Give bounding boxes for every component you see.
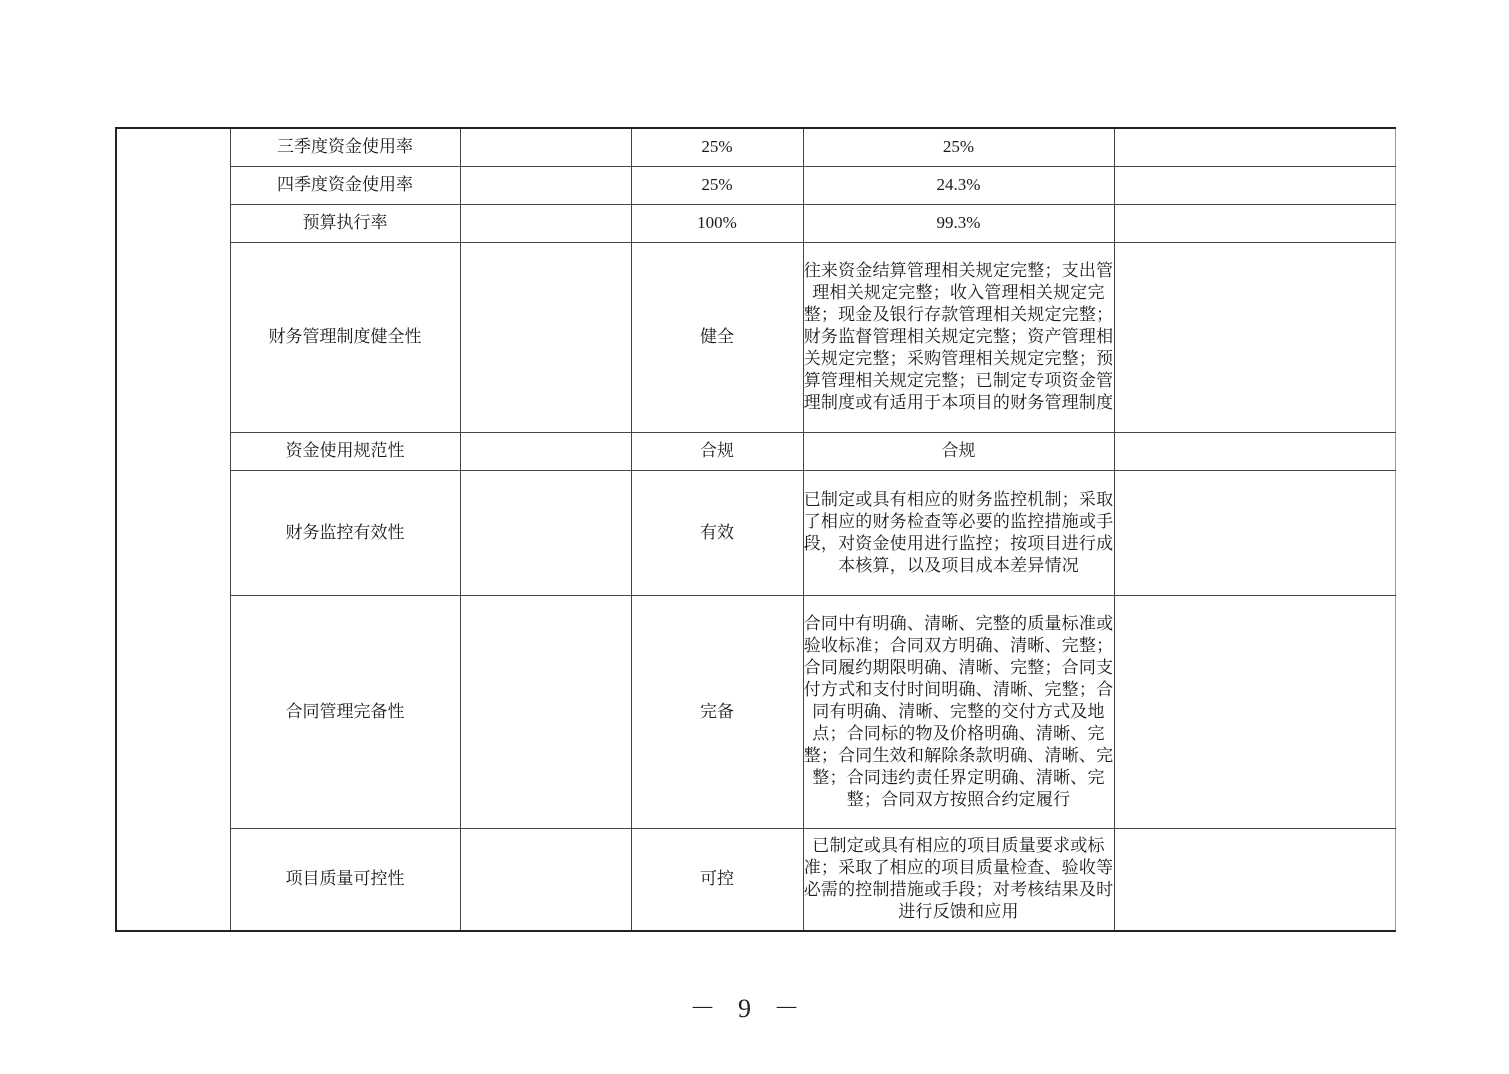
blank-cell	[460, 470, 631, 595]
blank-cell	[460, 595, 631, 828]
indicator-cell: 预算执行率	[230, 204, 460, 242]
actual-cell	[803, 828, 1114, 931]
target-cell: 25%	[631, 166, 803, 204]
actual-text: 已制定或具有相应的项目质量要求或标准；采取了相应的项目质量检查、验收等必需的控制措施或手段；对考核结果及时进行反馈和应用	[803, 836, 1114, 923]
table-row	[116, 166, 1395, 204]
blank-cell	[460, 204, 631, 242]
target-cell: 可控	[631, 828, 803, 931]
actual-cell	[803, 242, 1114, 432]
target-cell: 25%	[631, 128, 803, 166]
blank-cell	[460, 432, 631, 470]
actual-cell: 99.3%	[803, 204, 1114, 242]
target-cell: 合规	[631, 432, 803, 470]
score-cell	[1114, 432, 1395, 470]
indicator-cell: 四季度资金使用率	[230, 166, 460, 204]
actual-cell	[803, 595, 1114, 828]
target-cell: 完备	[631, 595, 803, 828]
performance-table	[115, 127, 1396, 932]
indicator-cell: 合同管理完备性	[230, 595, 460, 828]
actual-cell: 25%	[803, 128, 1114, 166]
target-cell: 有效	[631, 470, 803, 595]
blank-cell	[460, 242, 631, 432]
indicator-cell: 财务监控有效性	[230, 470, 460, 595]
table-row	[116, 470, 1395, 595]
actual-cell: 合规	[803, 432, 1114, 470]
score-cell	[1114, 204, 1395, 242]
blank-cell	[460, 128, 631, 166]
score-cell	[1114, 242, 1395, 432]
indicator-cell: 项目质量可控性	[230, 828, 460, 931]
indicator-cell: 财务管理制度健全性	[230, 242, 460, 432]
target-cell: 健全	[631, 242, 803, 432]
table-row	[116, 242, 1395, 432]
table-row	[116, 204, 1395, 242]
indicator-cell: 三季度资金使用率	[230, 128, 460, 166]
score-cell	[1114, 595, 1395, 828]
score-cell	[1114, 470, 1395, 595]
score-cell	[1114, 128, 1395, 166]
table-row	[116, 432, 1395, 470]
actual-text: 已制定或具有相应的财务监控机制；采取了相应的财务检查等必要的监控措施或手段，对资金使用进行监控；按项目进行成本核算，以及项目成本差异情况	[803, 489, 1114, 576]
score-cell	[1114, 166, 1395, 204]
score-cell	[1114, 828, 1395, 931]
table-row	[116, 595, 1395, 828]
actual-text: 合同中有明确、清晰、完整的质量标准或验收标准；合同双方明确、清晰、完整；合同履约期限明确、清晰、完整；合同支付方式和支付时间明确、清晰、完整；合同有明确、清晰、完整的交付方式及地点；合同标的物及价格明确、清晰、完整；合同生效和解除条款明确、清晰、完整；合同违约责任界定明确、清晰、完整；合同双方按照合约定履行	[803, 613, 1114, 810]
table-row	[116, 128, 1395, 166]
blank-cell	[460, 166, 631, 204]
actual-cell	[803, 470, 1114, 595]
actual-cell: 24.3%	[803, 166, 1114, 204]
page-number: － 9 －	[689, 994, 808, 1023]
indicator-cell: 资金使用规范性	[230, 432, 460, 470]
target-cell: 100%	[631, 204, 803, 242]
table-row	[116, 828, 1395, 931]
blank-cell	[460, 828, 631, 931]
category-cell	[116, 128, 230, 931]
actual-text: 往来资金结算管理相关规定完整；支出管理相关规定完整；收入管理相关规定完整；现金及银行存款管理相关规定完整；财务监督管理相关规定完整；资产管理相关规定完整；采购管理相关规定完整；预算管理相关规定完整；已制定专项资金管理制度或有适用于本项目的财务管理制度	[803, 261, 1114, 413]
